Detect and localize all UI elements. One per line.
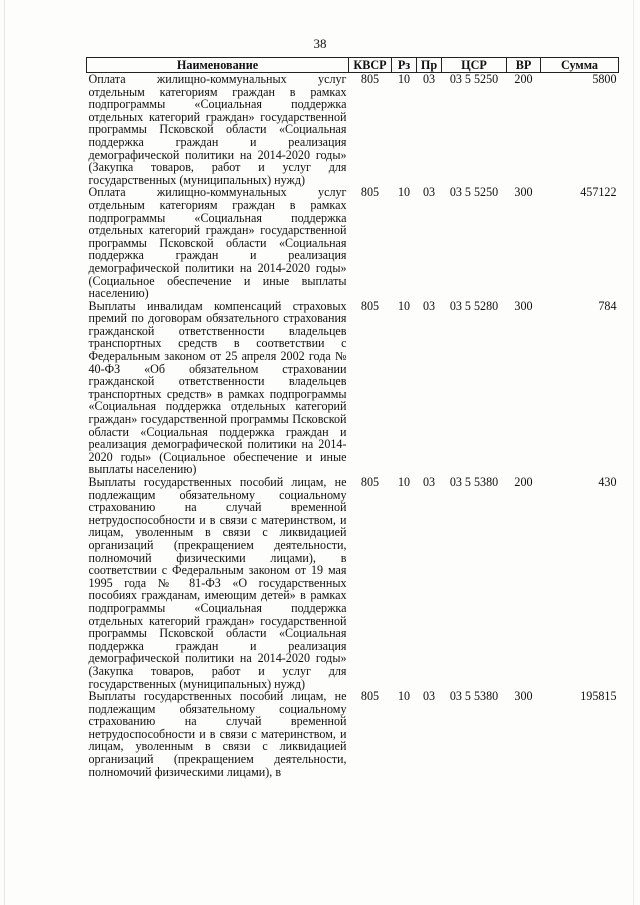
row-vr: 300 — [514, 689, 533, 704]
row-vr: 200 — [514, 475, 533, 489]
row-pr: 03 — [422, 298, 436, 313]
scan-edge-right — [633, 0, 634, 905]
row-rz: 10 — [397, 689, 411, 704]
row-kvsr: 805 — [360, 72, 380, 86]
row-name: Выплаты инвалидам компенсаций страховых премий по договорам обязательного страхования гражданской ответственности владельцев транспортных средств в соответствии с Федеральным законом от 25 апреля 2002 года № 40-ФЗ «Об обязательном страховании гражданской ответственности владельцев транспортных средств» в рамках подпрограммы «Социальная поддержка отдельных категорий граждан» государственной программы Псковской области «Социальная поддержка граждан и реализация демографической политики на 2014-2020 годы» (Социальное обеспечение и иные выплаты населению) — [88, 298, 347, 477]
row-vr: 300 — [514, 298, 533, 313]
row-kvsr: 805 — [360, 298, 380, 313]
row-pr: 03 — [422, 72, 436, 86]
table-row — [87, 476, 619, 690]
header-csr: ЦСР — [442, 58, 507, 73]
header-rz: Рз — [392, 58, 417, 73]
header-vr: ВР — [507, 58, 541, 73]
header-name: Наименование — [87, 58, 349, 73]
row-csr: 03 5 5380 — [449, 475, 499, 489]
row-csr: 03 5 5250 — [449, 72, 499, 86]
header-kvsr: КВСР — [349, 58, 392, 73]
table-row — [87, 73, 619, 187]
row-pr: 03 — [422, 475, 436, 489]
row-sum: 457122 — [580, 185, 617, 200]
scan-edge-left — [4, 0, 5, 905]
row-rz: 10 — [397, 475, 411, 489]
row-name: Выплаты государственных пособий лицам, не подлежащим обязательному социальному страхованию на случай временной нетрудоспособности и в связи с материнством, и лицам, уволенным в связи с ликвидацией организаций (прекращением деятельности, полномочий физическими лицами), в — [88, 689, 347, 779]
row-name: Оплата жилищно-коммунальных услуг отдельным категориям граждан в рамках подпрограммы «Социальная поддержка отдельных категорий граждан» государственной программы Псковской области «Социальная поддержка граждан и реализация демографической политики на 2014-2020 годы» (Закупка товаров, работ и услуг для государственных (муниципальных) нужд) — [88, 72, 347, 187]
row-sum: 784 — [598, 298, 617, 313]
row-kvsr: 805 — [360, 475, 380, 489]
row-kvsr: 805 — [360, 185, 380, 200]
row-csr: 03 5 5250 — [449, 185, 499, 200]
table-row — [87, 690, 619, 778]
table-row — [87, 300, 619, 476]
row-rz: 10 — [397, 185, 411, 200]
row-name: Выплаты государственных пособий лицам, не подлежащим обязательному социальному страхованию на случай временной нетрудоспособности и в связи с материнством, и лицам, уволенным в связи с ликвидацией организаций (прекращением деятельности, полномочий физическими лицами), в соответствии с Федеральным законом от 19 мая 1995 года № 81-ФЗ «О государственных пособиях гражданам, имеющим детей» в рамках подпрограммы «Социальная поддержка отдельных категорий граждан» государственной программы Псковской области «Социальная поддержка граждан и реализация демографической политики на 2014-2020 годы» (Закупка товаров, работ и услуг для государственных (муниципальных) нужд) — [88, 475, 347, 691]
row-sum: 195815 — [580, 689, 617, 704]
table-row — [87, 186, 619, 299]
row-pr: 03 — [422, 689, 436, 704]
row-name: Оплата жилищно-коммунальных услуг отдельным категориям граждан в рамках подпрограммы «Социальная поддержка отдельных категорий граждан» государственной программы Псковской области «Социальная поддержка граждан и реализация демографической политики на 2014-2020 годы» (Социальное обеспечение и иные выплаты населению) — [88, 185, 347, 301]
row-rz: 10 — [397, 72, 411, 86]
row-pr: 03 — [422, 185, 436, 200]
header-sum: Сумма — [541, 58, 619, 73]
row-rz: 10 — [397, 298, 411, 313]
row-csr: 03 5 5280 — [449, 298, 499, 313]
row-sum: 5800 — [592, 72, 617, 86]
row-vr: 300 — [514, 185, 533, 200]
header-pr: Пр — [417, 58, 442, 73]
table-header-row — [87, 58, 619, 73]
row-vr: 200 — [514, 72, 533, 86]
page-number: 38 — [313, 36, 327, 51]
row-csr: 03 5 5380 — [449, 689, 499, 704]
row-sum: 430 — [598, 475, 617, 489]
budget-table — [86, 57, 619, 778]
row-kvsr: 805 — [360, 689, 380, 704]
